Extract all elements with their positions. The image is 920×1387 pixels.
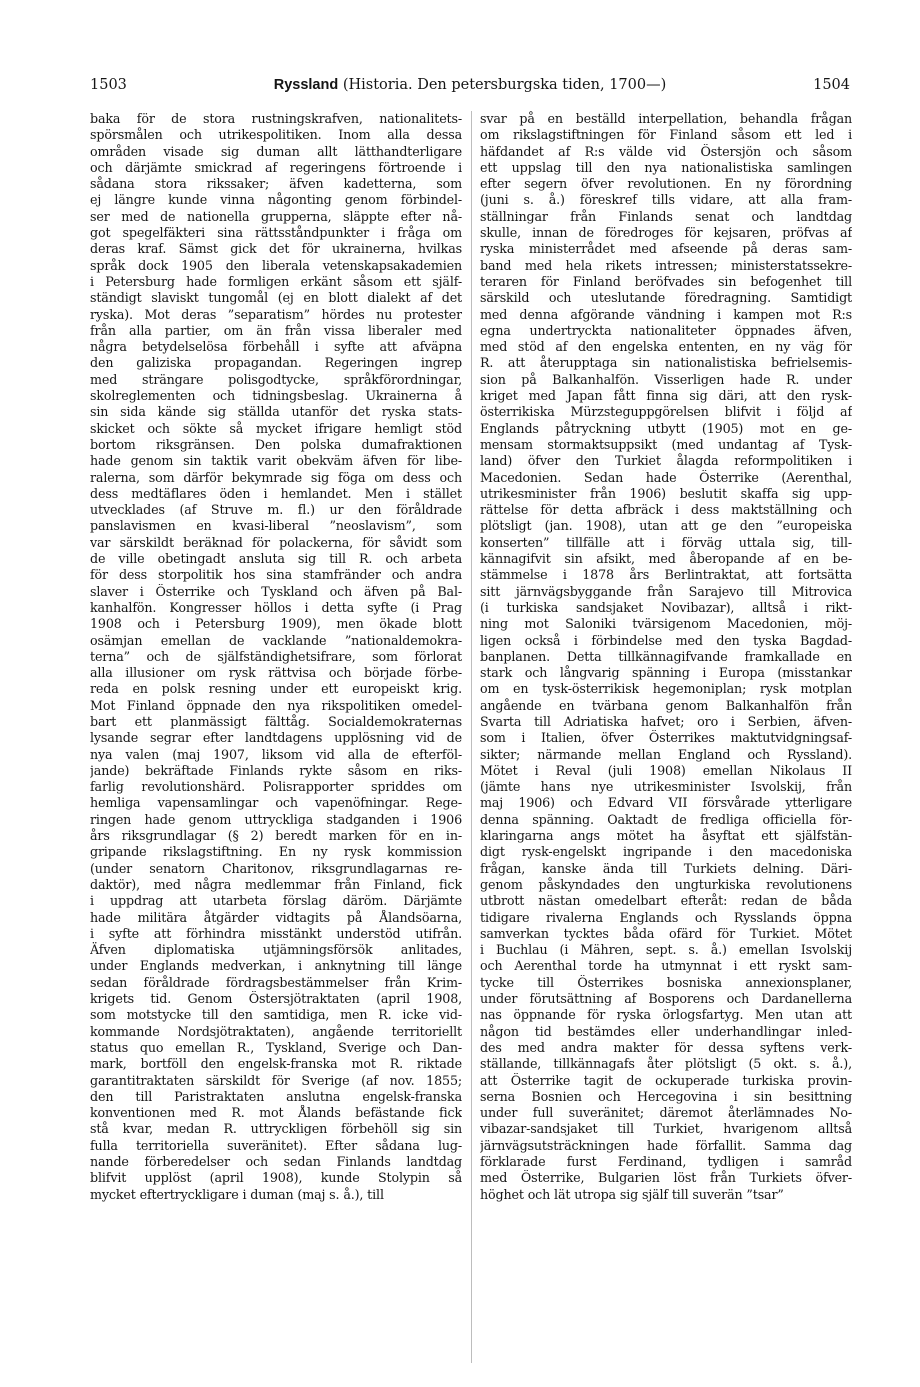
left-column-line: ser med de nationella grupperna, släppte efter nå- [90, 208, 462, 224]
left-column-line: hemliga vapensamlingar och vapenöfningar. Rege- [90, 795, 462, 811]
left-column-line: konventionen med R. mot Ålands befästande fick [90, 1105, 462, 1121]
right-column [480, 111, 852, 1203]
left-column-line: nya valen (maj 1907, liksom vid alla de efterföl- [90, 746, 462, 762]
left-column-line: några betydelselösa förbehåll i syfte att afväpna [90, 339, 462, 355]
left-column-line: lysande segrar efter landtdagens upplösning vid de [90, 730, 462, 746]
left-column-line: farlig revolutionshärd. Polisrapporter spriddes om [90, 779, 462, 795]
right-column-line: teraren för Finland beröfvades sin befogenhet till [480, 273, 852, 289]
left-column-line: under Englands medverkan, i anknytning till länge [90, 958, 462, 974]
running-title-word: Ryssland [273, 77, 339, 93]
left-column-line: hade militära åtgärder vidtagits på Ålandsöarna, [90, 909, 462, 925]
right-column-line: mensam stormaktsuppsikt (med undantag af Tysk- [480, 436, 852, 452]
left-column-line: bortom riksgränsen. Den polska dumafraktionen [90, 436, 462, 452]
right-column-line: och Aerenthal torde ha utmynnat i ett ryskt sam- [480, 958, 852, 974]
left-column-line: spörsmålen och utrikespolitiken. Inom alla dessa [90, 127, 462, 143]
page-number-right: 1504 [813, 77, 850, 93]
right-column-line: (juni s. å.) föreskref tills vidare, att alla fram- [480, 192, 852, 208]
right-column-line: järnvägsutsträckningen hade förfallit. Samma dag [480, 1137, 852, 1153]
right-column-line: efter segern öfver revolutionen. En ny förordning [480, 176, 852, 192]
right-column-line: R. att återupptaga sin nationalistiska befrielsemis- [480, 355, 852, 371]
right-column-line: digt rysk-engelskt ingripande i den macedoniska [480, 844, 852, 860]
right-column-line: med Österrike, Bulgarien löst från Turkiets öfver- [480, 1170, 852, 1186]
left-column-line: alla illusioner om rysk rättvisa och började förbe- [90, 665, 462, 681]
right-column-line: utbrott nästan omedelbart efteråt: redan de båda [480, 893, 852, 909]
right-column-line: om en tysk-österrikisk hegemoniplan; rysk motplan [480, 681, 852, 697]
left-column-line: 1908 och i Petersburg 1909), men ökade blott [90, 616, 462, 632]
running-title-rest: (Historia. Den petersburgska tiden, 1700—) [342, 77, 667, 93]
right-column-line: särskild och uteslutande föredragning. Samtidigt [480, 290, 852, 306]
right-column-line: sion på Balkanhalfön. Visserligen hade R. under [480, 371, 852, 387]
left-column-line: garantitraktaten särskildt för Sverige (af nov. 1855; [90, 1072, 462, 1088]
right-column-line: under full suveränitet; däremot återlämnades No- [480, 1105, 852, 1121]
right-column-line: Mötet i Reval (juli 1908) emellan Nikolaus II [480, 762, 852, 778]
right-column-line: som i Italien, öfver Österrikes maktutvidgningsaf- [480, 730, 852, 746]
left-column-line: skolreglementen och tidningsbeslag. Ukrainerna å [90, 388, 462, 404]
left-column-line: blifvit upplöst (april 1908), kunde Stolypin så [90, 1170, 462, 1186]
left-column-line: som motstycke till den samtidiga, men R. icke vid- [90, 1007, 462, 1023]
left-column-line: i uppdrag att utarbeta förslag däröm. Därjämte [90, 893, 462, 909]
right-column-line: angående en tvärbana genom Balkanhalfön från [480, 697, 852, 713]
right-column-line: maj 1906) och Edvard VII försvårade ytterligare [480, 795, 852, 811]
left-column-line: språk dock 1905 den liberala vetenskapsakademien [90, 257, 462, 273]
left-column-line: status quo emellan R., Tyskland, Sverige och Dan- [90, 1039, 462, 1055]
right-column-line: höghet och lät utropa sig själf till suverän ”tsar” [480, 1186, 784, 1202]
left-column-line: fulla territoriella suveränitet). Efter sådana lug- [90, 1137, 462, 1153]
left-column-line: bart ett planmässigt fälttåg. Socialdemokraternas [90, 713, 462, 729]
right-column-line: under förutsättning af Bosporens och Dardanellerna [480, 991, 852, 1007]
left-column-line: den galiziska propagandan. Regeringen ingrep [90, 355, 462, 371]
left-column-line: mark, bortföll den engelsk-franska mot R. riktade [90, 1056, 462, 1072]
left-column-line: kanhalfön. Kongresser höllos i detta syfte (i Prag [90, 599, 462, 615]
running-title [90, 74, 850, 96]
right-column-line: om rikslagstiftningen för Finland såsom ett led i [480, 127, 852, 143]
left-column-line: daktör), med några medlemmar från Finland, fick [90, 876, 462, 892]
right-column-line: utrikesminister från 1906) beslutit skaffa sig upp- [480, 485, 852, 501]
right-column-line: sitt järnvägsbyggande från Sarajevo till Mitrovica [480, 583, 852, 599]
left-column-line: ständigt slaviskt tungomål (ej en blott dialekt af det [90, 290, 462, 306]
right-column-line: svar på en beställd interpellation, behandla frågan [480, 111, 852, 126]
left-column-line: skicket och sökte så mycket ifrigare hemligt stöd [90, 420, 462, 436]
left-column [90, 111, 462, 1203]
left-column-line: den till Paristraktaten anslutna engelsk-franska [90, 1088, 462, 1104]
right-column-line: skulle, innan de föredroges för kejsaren, pröfvas af [480, 225, 852, 241]
right-column-line: med denna afgörande vändning i kampen mot R:s [480, 306, 852, 322]
right-column-line: denna spänning. Oaktadt de fredliga officiella för- [480, 811, 852, 827]
right-column-line: i Buchlau (i Mähren, sept. s. å.) emellan Isvolskij [480, 942, 852, 958]
left-column-line: terna” och de själfständighetsifrare, som förlorat [90, 648, 462, 664]
left-column-line: deras kraf. Sämst gick det för ukrainerna, hvilkas [90, 241, 462, 257]
right-column-line: rättelse för detta afbräck i dess maktställning och [480, 502, 852, 518]
right-column-line: nas öppnande för ryska örlogsfartyg. Men utan att [480, 1007, 852, 1023]
left-column-line: sedan föråldrade fördragsbestämmelser från Krim- [90, 974, 462, 990]
left-column-line: års riksgrundlagar (§ 2) beredt marken för en in- [90, 828, 462, 844]
right-column-line: ryska ministerrådet med afseende på deras sam- [480, 241, 852, 257]
left-column-line: (under senatorn Charitonov, riksgrundlagarnas re- [90, 860, 462, 876]
right-column-line: land) öfver den Turkiet ålagda reformpolitiken i [480, 453, 852, 469]
left-column-line: Mot Finland öppnade den nya rikspolitiken omedel- [90, 697, 462, 713]
left-column-line: Äfven diplomatiska utjämningsförsök anlitades, [90, 942, 462, 958]
left-column-line: ralerna, som därför bekymrade sig föga om dess och [90, 469, 462, 485]
right-column-line: vibazar-sandsjaket till Turkiet, hvarigenom alltså [480, 1121, 852, 1137]
right-column-line: frågan, kanske ända till Turkiets delning. Däri- [480, 860, 852, 876]
left-column-line: i Petersburg hade formligen erkänt såsom ett själf- [90, 273, 462, 289]
right-column-line: samverkan tycktes båda ofärd för Turkiet. Mötet [480, 925, 852, 941]
left-column-line: jande) bekräftade Finlands rykte såsom en riks- [90, 762, 462, 778]
left-column-line: var särskildt beräknad för polackerna, för såvidt som [90, 534, 462, 550]
right-column-line: Englands påtryckning utbytt (1905) mot en ge- [480, 420, 852, 436]
right-column-line: ning mot Saloniki tvärsigenom Macedonien, möj- [480, 616, 852, 632]
left-column-line: och därjämte smickrad af regeringens förtroende i [90, 159, 462, 175]
right-column-line: konserten” tillfälle att i förväg uttala sig, till- [480, 534, 852, 550]
left-column-line: stå kvar, medan R. uttryckligen förbehöll sig sin [90, 1121, 462, 1137]
left-column-line: i syfte att förhindra misstänkt understöd utifrån. [90, 925, 462, 941]
left-column-line: med strängare polisgodtycke, språkförordningar, [90, 371, 462, 387]
left-column-line: reda en polsk resning under ett europeiskt krig. [90, 681, 462, 697]
left-column-line: ej längre kunde vinna någonting genom förbindel- [90, 192, 462, 208]
left-column-line: ryska). Mot deras ”separatism” hördes nu protester [90, 306, 462, 322]
right-column-line: ställande, tillkännagafs åter plötsligt (5 okt. s. å.), [480, 1056, 852, 1072]
left-column-line: gripande rikslagstiftning. En ny rysk kommission [90, 844, 462, 860]
left-column-line: krigets tid. Genom Östersjötraktaten (april 1908, [90, 991, 462, 1007]
left-column-line: panslavismen en kvasi-liberal ”neoslavism”, som [90, 518, 462, 534]
left-column-line: nande förberedelser och sedan Finlands landtdag [90, 1154, 462, 1169]
right-column-line: häfdandet af R:s välde vid Östersjön och såsom [480, 143, 852, 159]
right-column-line: ett uppslag till den nya nationalistiska samlingen [480, 159, 852, 175]
right-column-line: band med hela rikets intressen; ministerstatssekre- [480, 257, 852, 273]
left-column-line: områden visade sig duman allt lätthandterligare [90, 143, 462, 159]
column-divider [471, 111, 472, 1363]
left-column-line: ringen hade genom uttryckliga stadganden i 1906 [90, 811, 462, 827]
right-column-line: österrikiska Mürzsteguppgörelsen blifvit i följd af [480, 404, 852, 420]
right-column-line: banplanen. Detta tillkännagifvande framkallade en [480, 648, 852, 664]
left-column-line: de ville obetingadt ansluta sig till R. och arbeta [90, 551, 462, 567]
right-column-line: egna undertryckta nationaliteter öppnades äfven, [480, 322, 852, 338]
right-column-line: stämmelse i 1878 års Berlintraktat, att fortsätta [480, 567, 852, 583]
right-column-line: (i turkiska sandsjaket Novibazar), alltså i rikt- [480, 599, 852, 615]
right-column-line: plötsligt (jan. 1908), utan att ge den ”europeiska [480, 518, 852, 534]
right-column-line: Macedonien. Sedan hade Österrike (Aerenthal, [480, 469, 852, 485]
left-column-line: sådana stora rikssaker; äfven kadetterna, som [90, 176, 462, 192]
right-column-line: tidigare rivalerna Englands och Rysslands öppna [480, 909, 852, 925]
left-column-line: kommande Nordsjötraktaten), angående territoriellt [90, 1023, 462, 1039]
left-column-line: sin sida kände sig ställda utanför det ryska stats- [90, 404, 462, 420]
left-column-line: hade genom sin taktik varit obekväm äfven för libe- [90, 453, 462, 469]
right-column-line: med stöd af den engelska ententen, en ny väg för [480, 339, 852, 355]
right-column-line: genom påskyndades den ungturkiska revolutionens [480, 876, 852, 892]
right-column-line: klaringarna angs mötet ha åsyftat ett själfstän- [480, 828, 852, 844]
right-column-line: någon tid bestämdes eller underhandlingar inled- [480, 1023, 852, 1039]
right-column-line: des med andra makter för dessa syftens verk- [480, 1039, 852, 1055]
right-column-line: Svarta till Adriatiska hafvet; oro i Serbien, äfven- [480, 713, 852, 729]
right-column-line: stark och långvarig spänning i Europa (misstankar [480, 665, 852, 681]
left-column-line: baka för de stora rustningskrafven, nationalitets- [90, 111, 462, 126]
left-column-line: slaver i Österrike och Tyskland och äfven på Bal- [90, 583, 462, 599]
right-column-line: ställningar från Finlands senat och landtdag [480, 208, 852, 224]
right-column-line: serna Bosnien och Hercegovina i sin besittning [480, 1088, 852, 1104]
page-header [90, 74, 850, 96]
left-column-line: osämjan emellan de vacklande ”nationaldemokra- [90, 632, 462, 648]
left-column-line: mycket eftertryckligare i duman (maj s. å.), till [90, 1186, 384, 1202]
right-column-line: (jämte hans nye utrikesminister Isvolskij, från [480, 779, 852, 795]
page-number-left: 1503 [90, 77, 127, 93]
left-column-line: från alla partier, om än från vissa liberaler med [90, 322, 462, 338]
right-column-line: att Österrike tagit de ockuperade turkiska provin- [480, 1072, 852, 1088]
right-column-line: tycke till Österrikes bosniska annexionsplaner, [480, 974, 852, 990]
left-column-line: dess medtäflares öden i hemlandet. Men i stället [90, 485, 462, 501]
right-column-line: ligen också i förbindelse med den tyska Bagdad- [480, 632, 852, 648]
left-column-line: utvecklades (af Struve m. fl.) ur den föråldrade [90, 502, 462, 518]
left-column-line: för dess storpolitik hos sina stamfränder och andra [90, 567, 462, 583]
right-column-line: sikter; närmande mellan England och Ryssland). [480, 746, 852, 762]
right-column-line: förklarade furst Ferdinand, tydligen i samråd [480, 1154, 852, 1169]
left-column-line: got spegelfäkteri sina rättsståndpunkter i fråga om [90, 225, 462, 241]
right-column-line: kriget med Japan fått finna sig däri, att den rysk- [480, 388, 852, 404]
right-column-line: kännagifvit sin afsikt, med åberopande af en be- [480, 551, 852, 567]
